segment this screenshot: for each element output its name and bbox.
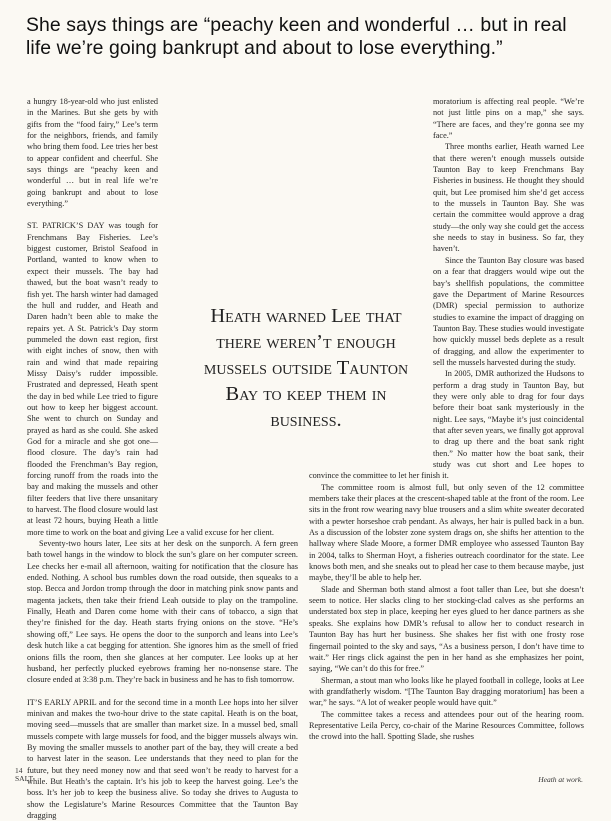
paragraph: Sherman, a stout man who looks like he played football in college, looks at Lee with grandfatherly wisdom. “[The Taunton Bay dragging moratorium] has been a war,” he says. “A lot of weaker people would have quit.” — [309, 675, 584, 708]
paragraph: Slade and Sherman both stand almost a foot taller than Lee, but she doesn’t seem to notice. Her slacks cling to her stocking-clad calves as she performs an understated box step in place, keeping her eyes glued to her dance partners as she speaks. She explains how DMR’s refusal to allow her to conduct research in Taunton Bay has hurt her business. She shakes her fist with one frosty rose fingernail pointed to the sky and says, “As a business person, I don’t have time to wait.” Her rings click against the pen in her hand as she emphasizes her point, saying, “We can’t do this for free.” — [309, 584, 584, 674]
left-column — [27, 96, 298, 821]
paragraph: The committee takes a recess and attendees pour out of the hearing room. Representative Leila Percy, co-chair of the Marine Resources Committee, follows the crowd into the hall. Spotting Slade, she rushes — [309, 709, 584, 742]
folio — [15, 767, 33, 783]
paragraph: The committee room is almost full, but only seven of the 12 committee members take their places at the crescent-shaped table at the front of the room. Lee sits in the front row wearing navy blue trousers and a slim white sweater decorated with a pewter horseshoe crab pendant. As always, her hair is pulled back in a bun. As a discussion of the lobster zone system drags on, she shifts her attention to the hallway where Slade Moore, a former DMR employee who assessed Taunton Bay in 2004, talks to Sherman Hoyt, a fisheries outreach coordinator for the state. Lee knows both men, and she sneaks out to plead her case to them because maybe, just maybe, they’ll be able to help her. — [309, 482, 584, 583]
paragraph: In 2005, DMR authorized the Hudsons to perform a drag study in Taunton Bay, but they were only able to drag for four days before their boat sank mysteriously in the night. Lee says, “Maybe it’s just coincidental that after seven years, we finally got approval to drag up there and the boat sank right then.” No matter how the boat sank, their study was cut short and Lee hopes to convince the committee to let her finish it. — [309, 369, 584, 481]
pull-quote: Heath warned Lee that there weren’t enough mussels outside Taunton Bay to keep them in business. — [203, 305, 409, 431]
paragraph: a hungry 18-year-old who just enlisted in the Marines. But she gets by with gifts from the “food fairy,” Lee’s term for the neighbors, friends, and family who bring them food. Lee tries her best to appear confident and cheerful. She says things are “peachy keen and wonderful … but in real life we’re going bankrupt and about to lose everything.” — [27, 97, 158, 209]
paragraph: Since the Taunton Bay closure was based on a fear that draggers would wipe out the bay’s shellfish populations, the committee gave the Department of Marine Resources (DMR) special permission to authorize studies to examine the impact of dragging on Taunton Bay. These studies would investigate how quickly mussel beds deplete as a result of dragging, and allow the experimenter to sell the mussels harvested during the study. — [433, 255, 584, 367]
paragraph: Three months earlier, Heath warned Lee that there weren’t enough mussels outside Taunton Bay to keep Frenchmans Bay Fisheries in business. He thought they should quit, but Lee promised him she’d get access to the mussels in Taunton Bay. She was certain the committee would approve a drag study—the only way she could get the access she needs to stay in business. So far, they haven’t. — [433, 142, 584, 254]
paragraph: ST. PATRICK’S DAY was tough for Frenchmans Bay Fisheries. Lee’s biggest customer, Bristol Seafood in Portland, wanted to know when to expect their mussels. The bay had thawed, but the boat wasn’t ready to fish yet. The harsh winter had damaged the hull and rudder, and Heath and Daren hadn’t been able to make the repairs yet. A St. Patrick’s Day storm pummeled the down east region, first with eight inches of snow, then with rain and wind that made repairing Missy Daisy’s rudder impossible. Frustrated and depressed, Heath spent the day in bed while Lee tried to figure out how to keep her biggest account. She went to church on Sunday and prayed as hard as she could. She asked God for a miracle and she got one—flood closure. The day’s rain had flooded the Frenchman’s Bay region, forcing runoff from the roads into the bay and making the mussels and other filter feeders that live there unsanitary to harvest. The flood closure would last at least 72 hours, buying Heath a little more time to work on the boat and giving Lee a valid excuse for her client. — [27, 221, 274, 537]
magazine-name: SALT — [15, 774, 34, 783]
headline: She says things are “peachy keen and wonderful … but in real life we’re going bankrupt and about to lose everything.” — [26, 14, 567, 59]
paragraph: moratorium is affecting real people. “We’re not just little pins on a map,” she says. “There are faces, and they’re gonna see my face.” — [433, 97, 584, 141]
paragraph: IT’S EARLY APRIL and for the second time in a month Lee hops into her silver minivan and makes the two-hour drive to the state capital. Heath is on the boat, moving seed—mussels that are smaller than market size. In a mussel bed, small mussels compete with large mussels for food, and the bigger mussels always win. By moving the smaller mussels to another part of the bay, they will create a bed to harvest later in the season. Lee understands that they need to plan for the future, but they need money now and that seed won’t be ready to harvest for a while. But Heath’s the captain. It’s his job to keep the harvest going. Lee’s the boss. It’s her job to keep the business alive. So today she drives to Augusta to show the Legislature’s Marine Resources Committee that the Taunton Bay dragging — [27, 697, 298, 820]
photo-caption: Heath at work. — [538, 775, 583, 784]
page-number: 14 — [15, 766, 23, 775]
paragraph: Seventy-two hours later, Lee sits at her desk on the sunporch. A fern green bath towel hangs in the window to block the sun’s glare on her computer screen. Lee checks her e-mail all afternoon, waiting for notification that the closure has ended. Nothing. A school bus rumbles down the road outside, then squeaks to a stop. Becca and Jordon tromp through the door in matching pink snow pants and magenta jackets, then take their friend Leah outside to play on the trampoline. Finally, Heath and Daren come home with their cans of tobacco, a sign that they’re finished for the day. Heath starts frying onions on the stove. “He’s showing off,” Lee says. He opens the door to the sunporch and leans into Lee’s desk hutch like a cat begging for attention. She ignores him as the smell of fried onions fills the room, then she glances at her computer. Lee looks up at her husband, her perfectly plucked eyebrows framing her no-nonsense stare. The closure ended at 3:38 p.m. They’re back in business and he has to fish tomorrow. — [27, 539, 298, 685]
